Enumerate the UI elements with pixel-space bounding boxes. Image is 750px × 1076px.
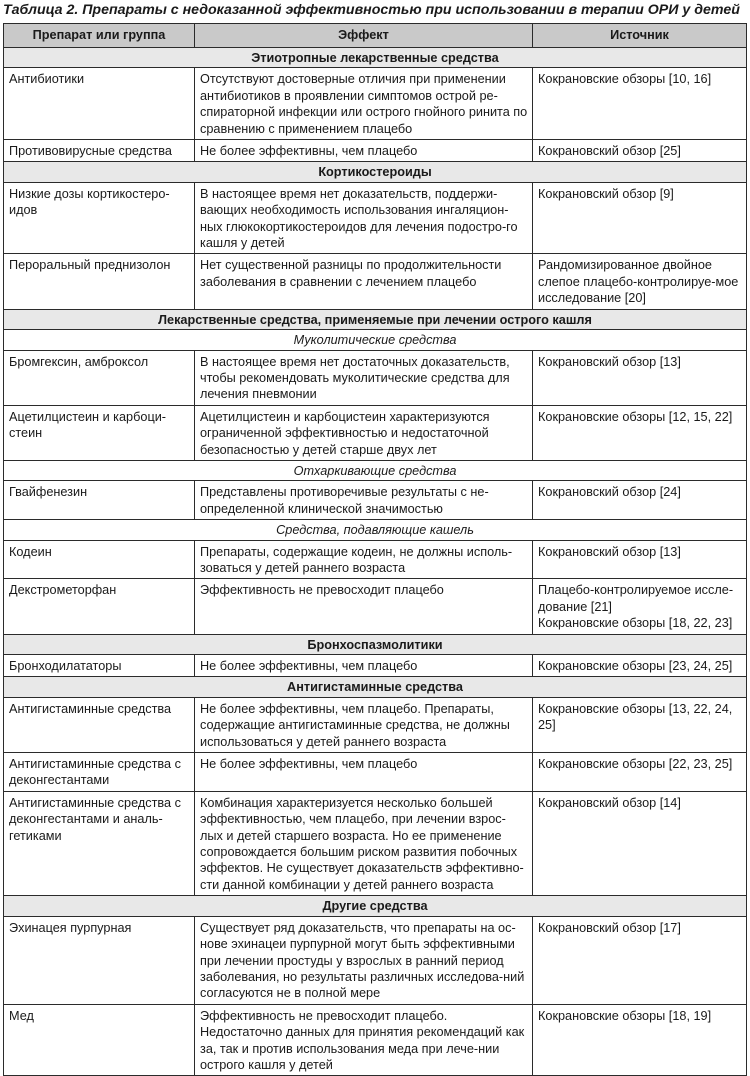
table-row xyxy=(4,140,747,162)
effect-cell: В настоящее время нет достаточных доказательств, чтобы рекомендовать муколитические средства для лечения пневмонии xyxy=(195,350,533,405)
section-title: Лекарственные средства, применяемые при лечении острого кашля xyxy=(4,309,747,329)
table-row xyxy=(4,655,747,677)
source-cell xyxy=(533,182,747,254)
subsection-title: Средства, подавляющие кашель xyxy=(4,520,747,540)
source-line: Кокрановский обзор [25] xyxy=(538,144,681,159)
table-header xyxy=(4,24,747,48)
effect-cell: Эффективность не превосходит плацебо xyxy=(195,579,533,634)
table-row xyxy=(4,481,747,520)
source-line: Кокрановские обзоры [18, 22, 23] xyxy=(538,616,733,631)
section-header-row xyxy=(4,309,747,329)
header-drug: Препарат или группа xyxy=(4,24,195,48)
source-line: Кокрановский обзор [13] xyxy=(538,354,681,369)
effect-cell: Отсутствуют достоверные отличия при применении антибиотиков в проявлении симптомов острой ре-спираторной инфекции или острого гнойного ринита по сравнению с применением плацебо xyxy=(195,68,533,140)
source-line: Кокрановские обзоры [13, 22, 24, 25] xyxy=(538,701,733,733)
header-effect: Эффект xyxy=(195,24,533,48)
table-body xyxy=(4,48,747,1076)
source-cell xyxy=(533,254,747,309)
drug-cell: Эхинацея пурпурная xyxy=(4,916,195,1004)
section-header-row xyxy=(4,896,747,916)
table-row xyxy=(4,1004,747,1076)
section-header-row xyxy=(4,162,747,182)
source-cell xyxy=(533,405,747,460)
source-line: Кокрановский обзор [24] xyxy=(538,485,681,500)
table-row xyxy=(4,254,747,309)
drug-cell: Декстрометорфан xyxy=(4,579,195,634)
subsection-header-row xyxy=(4,520,747,540)
section-header-row xyxy=(4,48,747,68)
section-title: Другие средства xyxy=(4,896,747,916)
effect-cell: Представлены противоречивые результаты с не-определенной клинической значимостью xyxy=(195,481,533,520)
source-cell xyxy=(533,350,747,405)
drug-cell: Антигистаминные средства с деконгестантами xyxy=(4,753,195,792)
source-line: Кокрановские обзоры [12, 15, 22] xyxy=(538,409,733,424)
drug-cell: Бромгексин, амброксол xyxy=(4,350,195,405)
source-line: Кокрановский обзор [14] xyxy=(538,795,681,810)
effect-cell: Существует ряд доказательств, что препараты на ос-нове эхинацеи пурпурной могут быть эффективными при лечении простуды у взрослых в ранний период заболевания, но результаты различных исследова-ний согласуются не в полной мере xyxy=(195,916,533,1004)
effect-cell: Не более эффективны, чем плацебо. Препараты, содержащие антигистаминные средства, не должны использоваться у детей раннего возраста xyxy=(195,697,533,752)
table-caption: Таблица 2. Препараты с недоказанной эффективностью при использовании в терапии ОРИ у детей xyxy=(3,2,740,18)
source-line: Кокрановский обзор [17] xyxy=(538,920,681,935)
section-title: Антигистаминные средства xyxy=(4,677,747,697)
table-row xyxy=(4,791,747,895)
effect-cell: Эффективность не превосходит плацебо. Недостаточно данных для принятия рекомендаций как за, так и против использования меда при лече-нии острого кашля у детей xyxy=(195,1004,533,1076)
header-source: Источник xyxy=(533,24,747,48)
drugs-table xyxy=(3,23,747,1076)
subsection-header-row xyxy=(4,460,747,480)
effect-cell: Не более эффективны, чем плацебо xyxy=(195,140,533,162)
effect-cell: Ацетилцистеин и карбоцистеин характеризуются ограниченной эффективностью и недостаточной безопасностью у детей старше двух лет xyxy=(195,405,533,460)
table-row xyxy=(4,405,747,460)
effect-cell: Нет существенной разницы по продолжительности заболевания в сравнении с лечением плацебо xyxy=(195,254,533,309)
section-header-row xyxy=(4,677,747,697)
source-line: Кокрановские обзоры [18, 19] xyxy=(538,1008,712,1023)
drug-cell: Бронходилататоры xyxy=(4,655,195,677)
table-row xyxy=(4,182,747,254)
table-row xyxy=(4,540,747,579)
drug-cell: Ацетилцистеин и карбоци-стеин xyxy=(4,405,195,460)
table-row xyxy=(4,916,747,1004)
effect-cell: Комбинация характеризуется несколько большей эффективностью, чем плацебо, при лечении взрос-лых и детей старшего возраста. Но ее применение сопровождается большим риском развития побочных эффектов. Не существует доказательств эффективно-сти данной комбинации у детей раннего возраста xyxy=(195,791,533,895)
source-cell xyxy=(533,481,747,520)
source-cell xyxy=(533,753,747,792)
source-cell xyxy=(533,655,747,677)
source-cell xyxy=(533,1004,747,1076)
source-line: Рандомизированное двойное слепое плацебо-контролируе-мое исследование [20] xyxy=(538,258,739,306)
table-row xyxy=(4,350,747,405)
effect-cell: Препараты, содержащие кодеин, не должны исполь-зоваться у детей раннего возраста xyxy=(195,540,533,579)
section-title: Бронхоспазмолитики xyxy=(4,634,747,654)
source-cell xyxy=(533,791,747,895)
drug-cell: Кодеин xyxy=(4,540,195,579)
source-line: Кокрановские обзоры [10, 16] xyxy=(538,72,712,87)
subsection-header-row xyxy=(4,330,747,350)
drug-cell: Гвайфенезин xyxy=(4,481,195,520)
source-cell xyxy=(533,140,747,162)
section-header-row xyxy=(4,634,747,654)
source-line: Кокрановские обзоры [22, 23, 25] xyxy=(538,757,733,772)
table-row xyxy=(4,697,747,752)
source-cell xyxy=(533,68,747,140)
source-cell xyxy=(533,579,747,634)
source-line: Кокрановский обзор [13] xyxy=(538,544,681,559)
effect-cell: Не более эффективны, чем плацебо xyxy=(195,753,533,792)
source-line: Кокрановский обзор [9] xyxy=(538,186,674,201)
drug-cell: Антигистаминные средства с деконгестантами и аналь-гетиками xyxy=(4,791,195,895)
section-title: Кортикостероиды xyxy=(4,162,747,182)
drug-cell: Антибиотики xyxy=(4,68,195,140)
subsection-title: Муколитические средства xyxy=(4,330,747,350)
subsection-title: Отхаркивающие средства xyxy=(4,460,747,480)
drug-cell: Антигистаминные средства xyxy=(4,697,195,752)
effect-cell: Не более эффективны, чем плацебо xyxy=(195,655,533,677)
drug-cell: Противовирусные средства xyxy=(4,140,195,162)
drug-cell: Мед xyxy=(4,1004,195,1076)
section-title: Этиотропные лекарственные средства xyxy=(4,48,747,68)
table-row xyxy=(4,753,747,792)
table-row xyxy=(4,68,747,140)
source-cell xyxy=(533,697,747,752)
header-row xyxy=(4,24,747,48)
drug-cell: Пероральный преднизолон xyxy=(4,254,195,309)
source-line: Плацебо-контролируемое иссле-дование [21] xyxy=(538,583,734,614)
drug-cell: Низкие дозы кортикостеро-идов xyxy=(4,182,195,254)
source-cell xyxy=(533,916,747,1004)
source-line: Кокрановские обзоры [23, 24, 25] xyxy=(538,659,733,673)
table-row xyxy=(4,579,747,634)
effect-cell: В настоящее время нет доказательств, поддержи-вающих необходимость использования ингаляцион-ных глюкокортикостероидов для лечения подостро-го кашля у детей xyxy=(195,182,533,254)
source-cell xyxy=(533,540,747,579)
